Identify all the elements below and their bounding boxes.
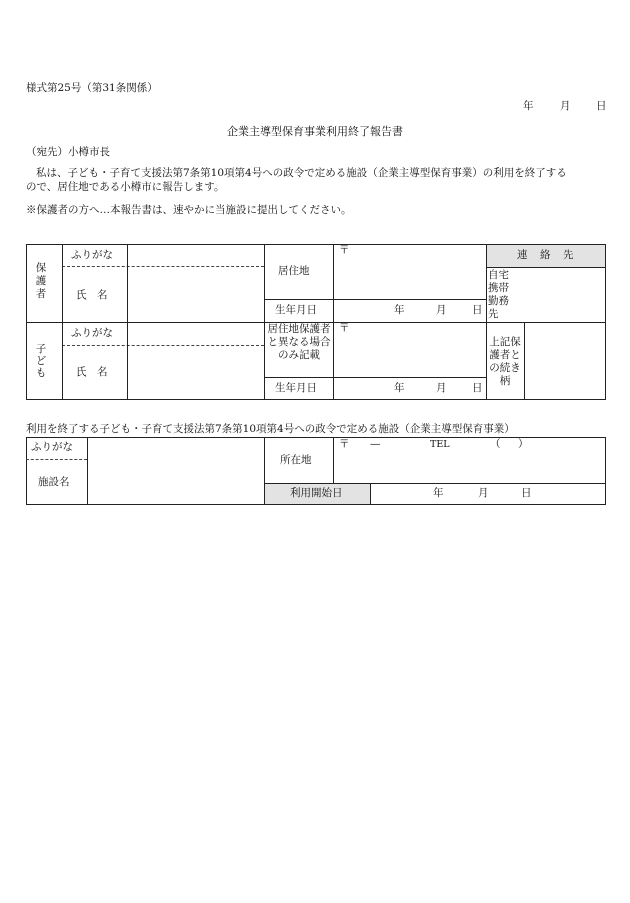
form-number: 様式第25号（第31条関係）	[26, 82, 158, 94]
start-date-year: 年	[433, 487, 444, 499]
table1-col1	[62, 244, 63, 400]
facility-tel-paren-close: ）	[518, 438, 529, 450]
child-birth-month: 月	[436, 382, 447, 394]
addressee: （宛先）小樽市長	[26, 146, 110, 158]
child-birth-day: 日	[472, 382, 483, 394]
table2-col3	[333, 437, 334, 483]
body-text-line1: 私は、子ども・子育て支援法第7条第10項第4号への政令で定める施設（企業主導型保育事業）の利用を終了する	[36, 167, 567, 179]
child-birth-divider	[264, 377, 486, 378]
guardian-residence-label: 居住地	[278, 265, 310, 277]
table2-col2	[264, 437, 265, 505]
contact-header-divider	[486, 267, 606, 268]
child-residence-label: 居住地保護者と異なる場合のみ記載	[267, 323, 331, 361]
child-label: 子ども	[35, 343, 47, 379]
guardian-birth-month: 月	[436, 304, 447, 316]
guardian-name-label: 氏 名	[76, 289, 108, 301]
facility-furigana-divider	[26, 459, 87, 460]
guardian-birth-day: 日	[472, 304, 483, 316]
facility-heading: 利用を終了する子ども・子育て支援法第7条第10項第4号への政令で定める施設（企業主導型保育事業）	[26, 423, 515, 435]
date-year-label: 年	[523, 100, 534, 112]
facility-furigana-label: ふりがな	[31, 441, 73, 453]
date-month-label: 月	[560, 100, 571, 112]
guardian-birth-year: 年	[394, 304, 405, 316]
child-furigana-divider	[62, 345, 264, 346]
child-postal-mark: 〒	[339, 322, 350, 334]
table1-col3	[264, 244, 265, 400]
guardian-furigana-divider	[62, 266, 264, 267]
child-name-label: 氏 名	[76, 366, 108, 378]
contact-work-label: 勤務先	[488, 295, 509, 320]
facility-name-label: 施設名	[38, 476, 70, 488]
facility-tel-label: TEL	[430, 439, 450, 450]
contact-mobile-label: 携帯	[488, 282, 509, 294]
start-date-label: 利用開始日	[290, 487, 343, 499]
guardian-postal-mark: 〒	[339, 244, 350, 256]
table1-col4	[333, 244, 334, 400]
guardian-birthdate-label: 生年月日	[275, 304, 317, 316]
guardian-birth-divider	[264, 299, 486, 300]
child-birth-year: 年	[394, 382, 405, 394]
relationship-col	[524, 322, 525, 400]
table1-col2	[127, 244, 128, 400]
date-day-label: 日	[596, 100, 607, 112]
facility-postal-mark: 〒	[339, 438, 350, 450]
child-furigana-label: ふりがな	[71, 327, 113, 339]
body-text-line2: ので、居住地である小樽市に報告します。	[26, 181, 225, 193]
child-birthdate-label: 生年月日	[275, 382, 317, 394]
facility-date-divider	[264, 483, 606, 484]
start-date-month: 月	[478, 487, 489, 499]
start-date-day: 日	[521, 487, 532, 499]
guardian-label: 保護者	[35, 262, 47, 300]
guardian-notice: ※保護者の方へ…本報告書は、速やかに当施設に提出してください。	[26, 204, 352, 216]
contact-home-label: 自宅	[488, 269, 509, 281]
relationship-label: 上記保護者との続き柄	[489, 336, 521, 387]
facility-tel-paren-open: （	[490, 438, 501, 450]
table2-col4	[370, 483, 371, 505]
table2-col1	[87, 437, 88, 505]
document-title: 企業主導型保育事業利用終了報告書	[227, 125, 403, 138]
guardian-furigana-label: ふりがな	[71, 249, 113, 261]
facility-postal-dash: —	[370, 438, 381, 450]
facility-location-label: 所在地	[280, 454, 312, 466]
contact-header: 連 絡 先	[517, 249, 575, 261]
